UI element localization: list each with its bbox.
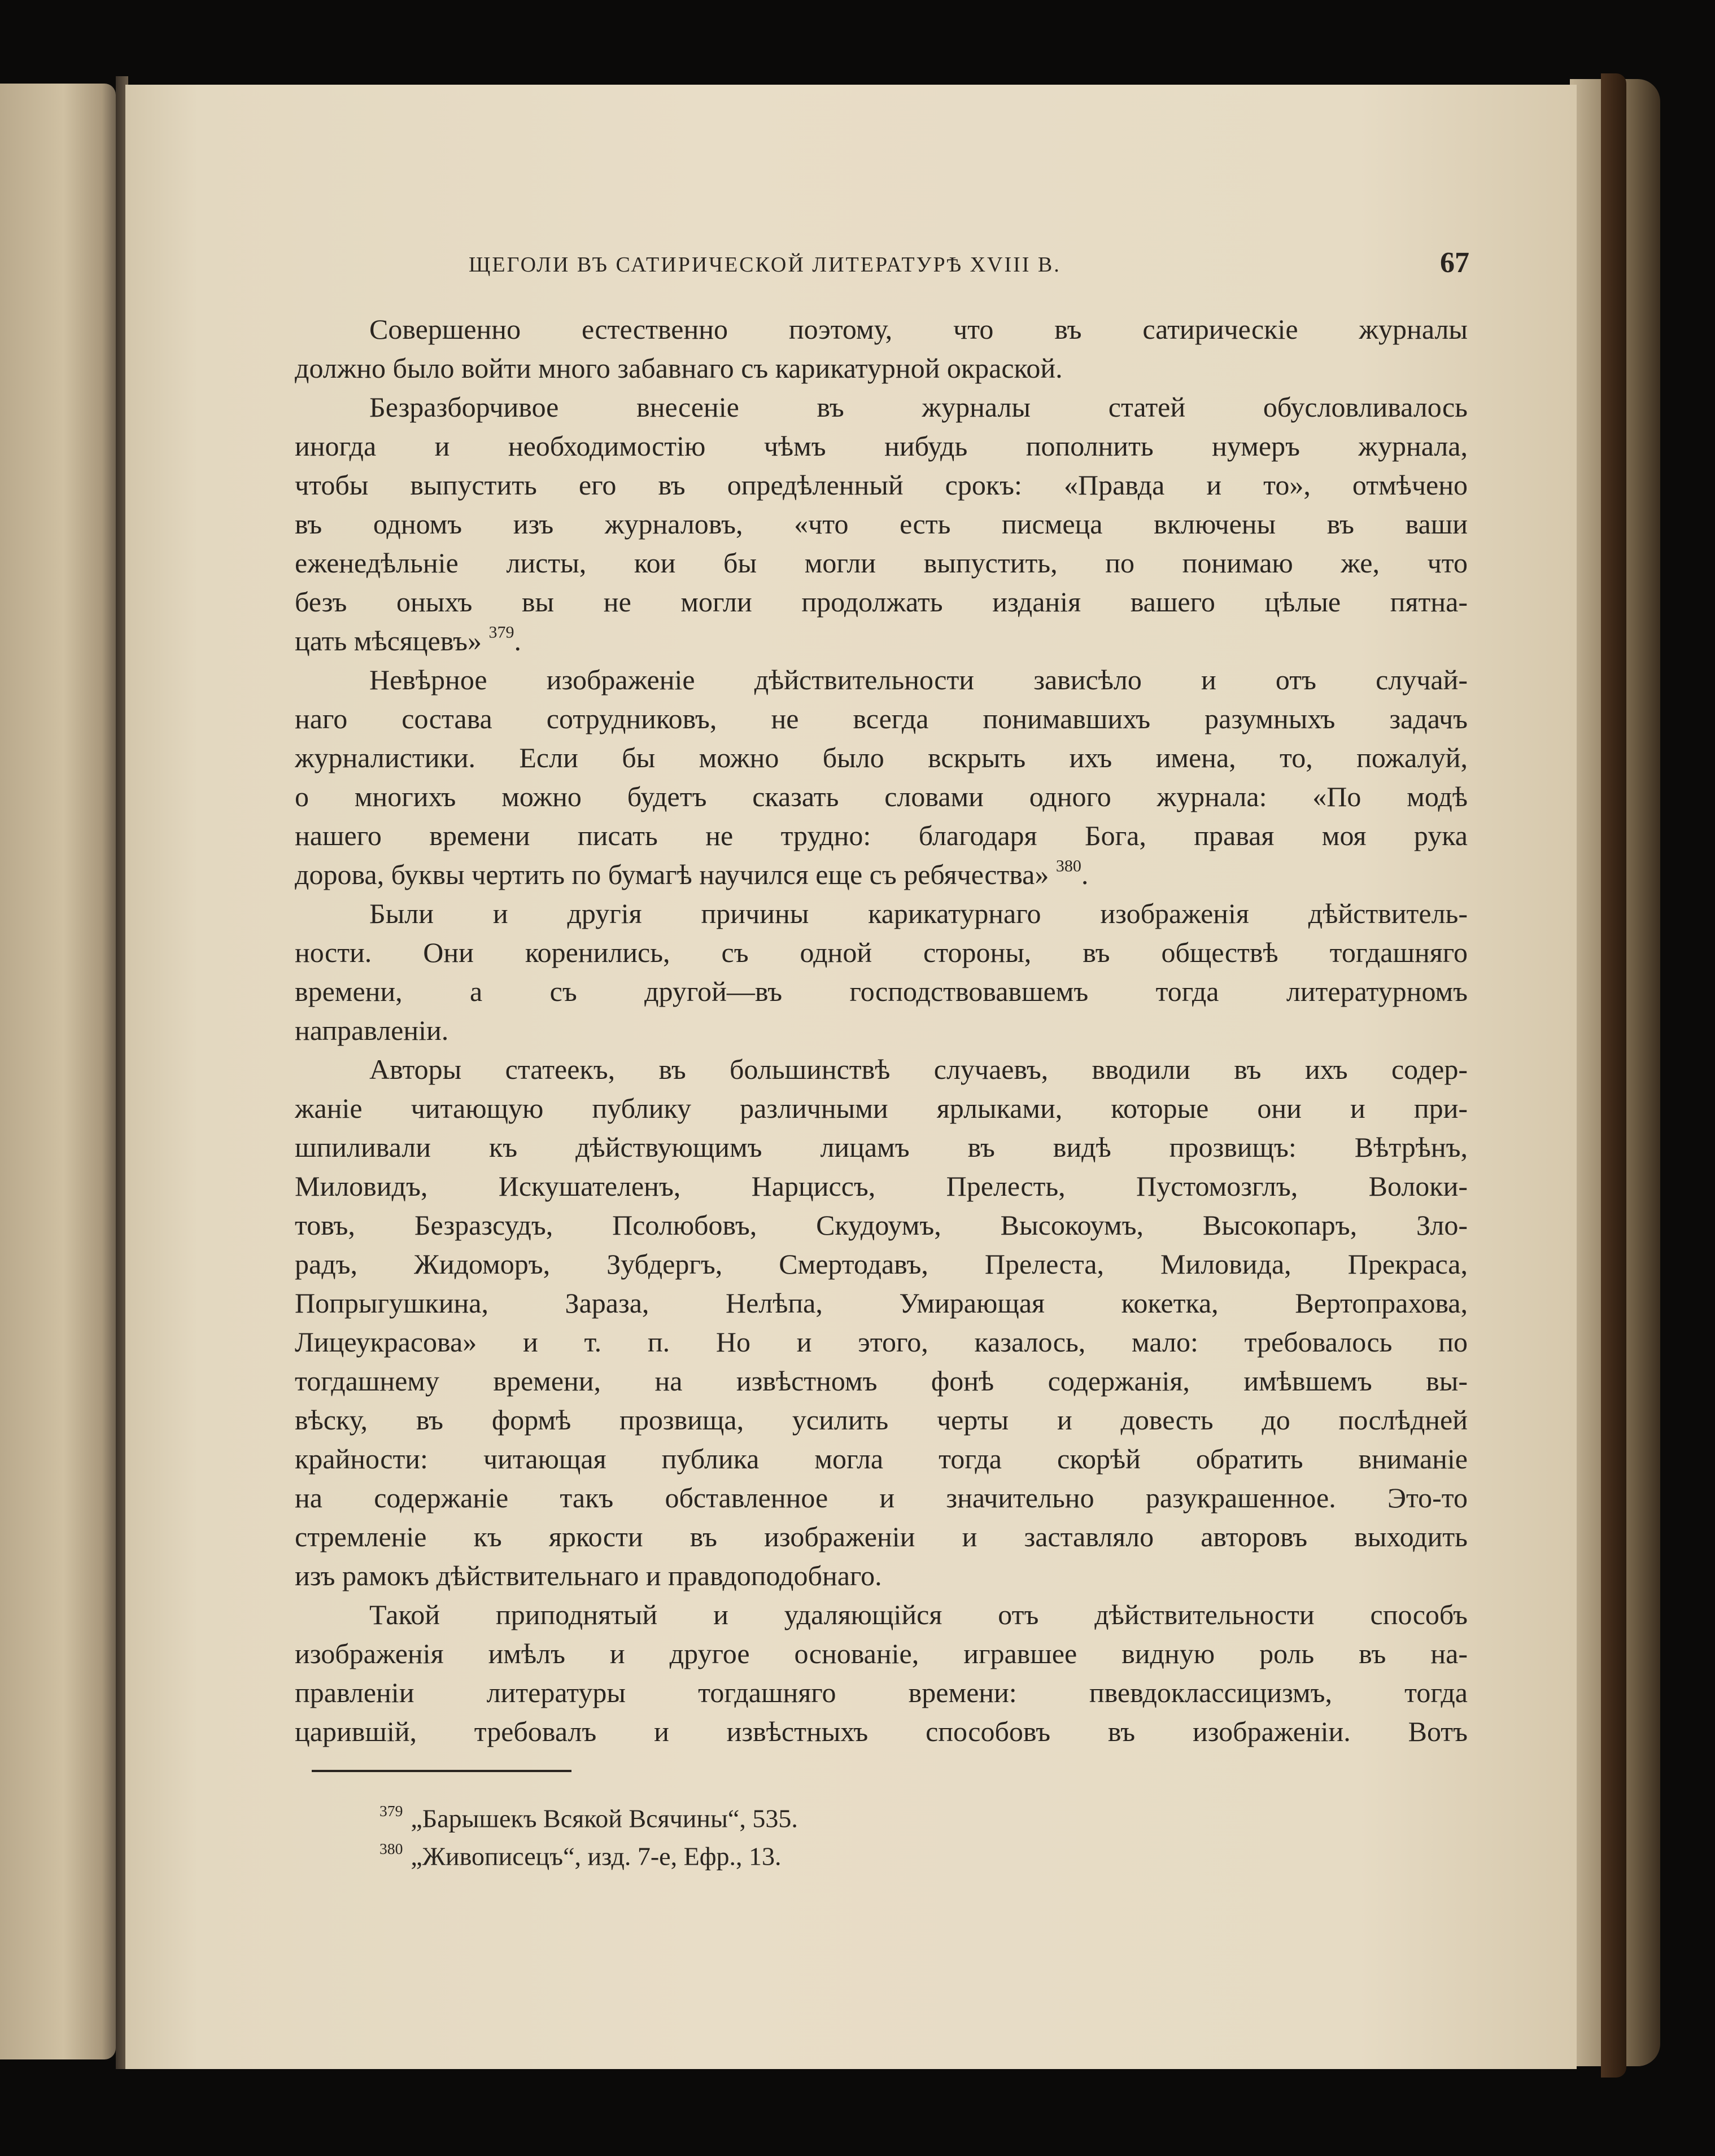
text-line: Совершенно естественно поэтому, что въ сатирическіе журналы <box>369 313 1468 345</box>
text-line: тогдашнему времени, на извѣстномъ фонѣ содержанія, имѣвшемъ вы- <box>295 1365 1468 1397</box>
text-line: о многихъ можно будетъ сказать словами одного журнала: «По модѣ <box>295 781 1468 812</box>
text-line-content: дорова, буквы чертить по бумагѣ научился еще съ ребячества» <box>295 859 1049 890</box>
text-line: Такой приподнятый и удаляющійся отъ дѣйствительности способъ <box>369 1599 1468 1630</box>
text-line: направленіи. <box>295 1014 449 1046</box>
text-line: иногда и необходимостію чѣмъ нибудь пополнить нумеръ журнала, <box>295 430 1468 462</box>
text-line: шпиливали къ дѣйствующимъ лицамъ въ видѣ прозвищъ: Вѣтрѣнъ, <box>295 1131 1468 1163</box>
page-number: 67 <box>1440 247 1469 279</box>
footnote-number: 380 <box>379 1840 403 1857</box>
text-line: радъ, Жидоморъ, Зубдергъ, Смертодавъ, Прелеста, Миловида, Прекраса, <box>295 1248 1468 1280</box>
text-line: Безразборчивое внесеніе въ журналы статей обусловливалось <box>369 391 1468 423</box>
text-line: ности. Они коренились, съ одной стороны, въ обществѣ тогдашняго <box>295 937 1468 968</box>
text-line: на содержаніе такъ обставленное и значительно разукрашенное. Это-то <box>295 1482 1468 1514</box>
footnote-text: „Живописецъ“, изд. 7-е, Ефр., 13. <box>411 1842 782 1871</box>
footnote-rule <box>312 1770 571 1772</box>
text-line: жаніе читающую публику различными ярлыками, которые они и при- <box>295 1092 1468 1124</box>
text-line: стремленіе къ яркости въ изображеніи и заставляло авторовъ выходить <box>295 1521 1468 1553</box>
text-line: въ одномъ изъ журналовъ, «что есть писмеца включены въ ваши <box>295 508 1468 540</box>
text-line-content: цать мѣсяцевъ» <box>295 625 482 657</box>
text-line: изображенія имѣлъ и другое основаніе, игравшее видную роль въ на- <box>295 1638 1468 1669</box>
text-line: товъ, Безразсудъ, Псолюбовъ, Скудоумъ, Высокоумъ, Высокопаръ, Зло- <box>295 1209 1468 1241</box>
text-line: вѣску, въ формѣ прозвища, усилить черты и довесть до послѣдней <box>295 1404 1468 1436</box>
text-line: Лицеукрасова» и т. п. Но и этого, казалось, мало: требовалось по <box>295 1326 1468 1358</box>
text-line: дорова, буквы чертить по бумагѣ научился еще съ ребячества» $^{380}$. <box>295 858 1089 890</box>
book-cover-edge <box>1601 73 1626 2078</box>
footnote <box>379 1795 798 1834</box>
text-line: Невѣрное изображеніе дѣйствительности зависѣло и отъ случай- <box>369 664 1468 696</box>
text-line: Были и другія причины карикатурнаго изображенія дѣйствитель- <box>369 898 1468 929</box>
text-line: должно было войти много забавнаго съ карикатурной окраской. <box>295 352 1063 384</box>
footnote-text: „Барышекъ Всякой Всячины“, 535. <box>411 1804 798 1833</box>
text-line: царившій, требовалъ и извѣстныхъ способовъ въ изображеніи. Вотъ <box>295 1716 1468 1747</box>
text-line: крайности: читающая публика могла тогда скорѣй обратить вниманіе <box>295 1443 1468 1475</box>
text-line: изъ рамокъ дѣйствительнаго и правдоподобнаго. <box>295 1560 882 1591</box>
footnote-ref: 380 <box>1055 858 1081 876</box>
text-line: правленіи литературы тогдашняго времени: пвевдоклассицизмъ, тогда <box>295 1677 1468 1708</box>
text-line: нашего времени писать не трудно: благодаря Бога, правая моя рука <box>295 820 1468 851</box>
footnote-number: 379 <box>379 1802 403 1820</box>
footnote <box>379 1833 782 1872</box>
text-line: времени, а съ другой—въ господствовавшемъ тогда литературномъ <box>295 976 1468 1007</box>
text-line: чтобы выпустить его въ опредѣленный срокъ: «Правда и то», отмѣчено <box>295 469 1468 501</box>
text-line: журналистики. Если бы можно было вскрыть ихъ имена, то, пожалуй, <box>295 742 1468 773</box>
running-head: ЩЕГОЛИ ВЪ САТИРИЧЕСКОЙ ЛИТЕРАТУРѢ XVIII В. <box>469 253 1061 277</box>
text-line: наго состава сотрудниковъ, не всегда понимавшихъ разумныхъ задачъ <box>295 703 1468 734</box>
text-line: цать мѣсяцевъ» $^{379}$. <box>295 624 521 657</box>
left-page-edge <box>0 84 116 2059</box>
text-line: еженедѣльніе листы, кои бы могли выпустить, по понимаю же, что <box>295 547 1468 579</box>
book-page <box>125 85 1577 2069</box>
text-line: Попрыгушкина, Зараза, Нелѣпа, Умирающая кокетка, Вертопрахова, <box>295 1287 1468 1319</box>
text-line: безъ оныхъ вы не могли продолжать изданія вашего цѣлые пятна- <box>295 586 1468 618</box>
text-line: Миловидъ, Искушателенъ, Нарциссъ, Прелесть, Пустомозглъ, Волоки- <box>295 1170 1468 1202</box>
text-line: Авторы статеекъ, въ большинствѣ случаевъ, вводили въ ихъ содер- <box>369 1053 1468 1085</box>
footnote-ref: 379 <box>488 624 514 642</box>
